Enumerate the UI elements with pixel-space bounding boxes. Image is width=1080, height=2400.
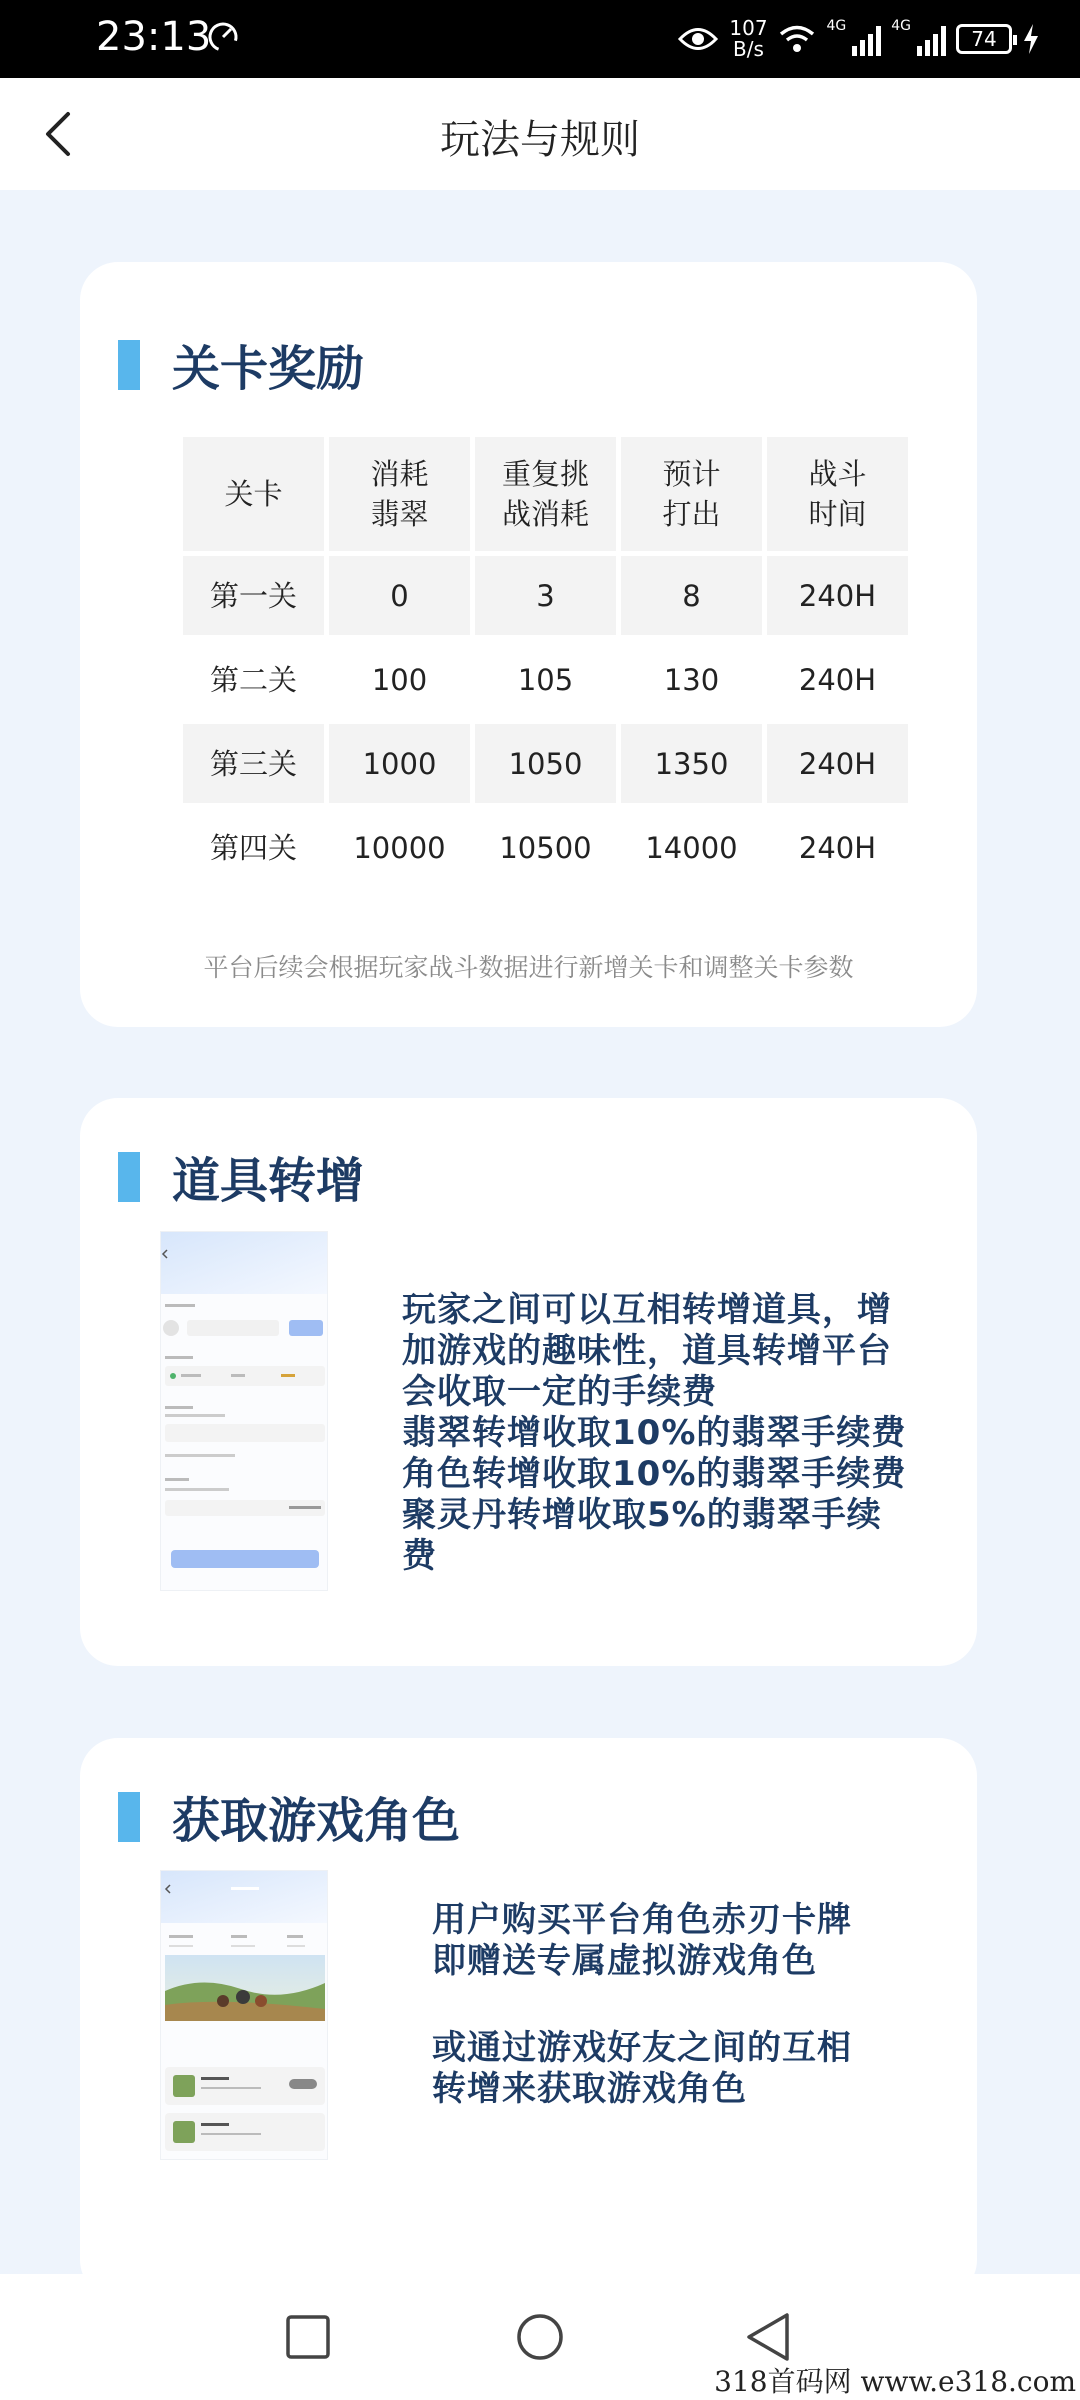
character-line: 转增来获取游戏角色 <box>432 2069 747 2109</box>
table-row <box>183 640 908 719</box>
table-cell: 第三关 <box>183 724 324 803</box>
table-header-cell: 预计 打出 <box>621 437 762 551</box>
nav-bar <box>0 78 1080 190</box>
transfer-section-header <box>118 1142 364 1211</box>
table-cell: 240H <box>767 556 908 635</box>
transfer-screenshot-image <box>160 1231 328 1591</box>
table-cell: 第一关 <box>183 556 324 635</box>
transfer-section-title: 道具转增 <box>172 1153 365 1209</box>
character-line-spacer <box>432 1982 952 2028</box>
table-cell: 1000 <box>329 724 470 803</box>
transfer-line: 角色转增收取10%的翡翠手续费 <box>402 1454 907 1494</box>
table-cell: 105 <box>475 640 616 719</box>
table-header-cell: 战斗 时间 <box>767 437 908 551</box>
back-triangle-icon[interactable] <box>745 2312 791 2362</box>
table-cell: 第四关 <box>183 808 324 887</box>
wifi-icon <box>778 23 816 55</box>
rewards-card <box>80 262 977 1027</box>
rewards-footnote: 平台后续会根据玩家战斗数据进行新增关卡和调整关卡参数 <box>203 953 854 982</box>
system-nav-bar <box>0 2274 1080 2400</box>
table-cell: 8 <box>621 556 762 635</box>
net-speed: 107 B/s <box>729 16 768 61</box>
transfer-line: 玩家之间可以互相转增道具，增 <box>402 1290 892 1330</box>
table-cell: 240H <box>767 808 908 887</box>
signal-bars-icon <box>852 22 881 56</box>
transfer-card <box>80 1098 977 1666</box>
table-cell: 10500 <box>475 808 616 887</box>
accent-bar <box>118 340 140 390</box>
character-section-title: 获取游戏角色 <box>172 1793 461 1849</box>
page-title: 玩法与规则 <box>440 117 640 163</box>
character-description <box>432 1900 952 2110</box>
table-row <box>183 724 908 803</box>
table-header-cell: 消耗 翡翠 <box>329 437 470 551</box>
rewards-section-title: 关卡奖励 <box>172 341 365 397</box>
character-line: 用户购买平台角色赤刃卡牌 <box>432 1900 852 1940</box>
table-cell: 240H <box>767 724 908 803</box>
table-cell: 第二关 <box>183 640 324 719</box>
accent-bar <box>118 1792 140 1842</box>
table-row <box>183 808 908 887</box>
table-cell: 240H <box>767 640 908 719</box>
speedometer-icon <box>206 20 240 54</box>
table-header-row <box>183 437 908 551</box>
table-header-cell: 关卡 <box>183 437 324 551</box>
signal-type-2: 4G <box>891 18 911 34</box>
transfer-line: 费 <box>402 1536 437 1576</box>
transfer-line: 聚灵丹转增收取5%的翡翠手续 <box>402 1495 882 1535</box>
character-line: 即赠送专属虚拟游戏角色 <box>432 1941 817 1981</box>
table-cell: 0 <box>329 556 470 635</box>
transfer-description <box>402 1290 962 1577</box>
status-time: 23:13 <box>96 14 212 60</box>
transfer-line: 会收取一定的手续费 <box>402 1372 717 1412</box>
table-cell: 100 <box>329 640 470 719</box>
transfer-line: 翡翠转增收取10%的翡翠手续费 <box>402 1413 907 1453</box>
accent-bar <box>118 1152 140 1202</box>
home-icon[interactable] <box>515 2312 565 2362</box>
character-card <box>80 1738 977 2298</box>
transfer-line: 加游戏的趣味性，道具转增平台 <box>402 1331 892 1371</box>
character-section-header <box>118 1782 460 1851</box>
battery-icon: 74 <box>956 24 1012 54</box>
table-cell: 130 <box>621 640 762 719</box>
table-row <box>183 556 908 635</box>
watermark-text: 318首码网 www.e318.com <box>714 2365 1076 2398</box>
table-header-cell: 重复挑 战消耗 <box>475 437 616 551</box>
table-cell: 10000 <box>329 808 470 887</box>
table-cell: 3 <box>475 556 616 635</box>
eye-icon <box>678 24 718 54</box>
signal-bars-icon <box>917 22 946 56</box>
character-line: 或通过游戏好友之间的互相 <box>432 2028 852 2068</box>
table-cell: 1350 <box>621 724 762 803</box>
recent-apps-icon[interactable] <box>285 2314 331 2360</box>
table-cell: 1050 <box>475 724 616 803</box>
character-screenshot-image <box>160 1870 328 2160</box>
table-cell: 14000 <box>621 808 762 887</box>
status-bar <box>0 0 1080 78</box>
signal-type-1: 4G <box>826 18 847 34</box>
rewards-table <box>178 432 913 892</box>
rewards-section-header <box>118 330 364 399</box>
charging-icon <box>1022 23 1040 55</box>
